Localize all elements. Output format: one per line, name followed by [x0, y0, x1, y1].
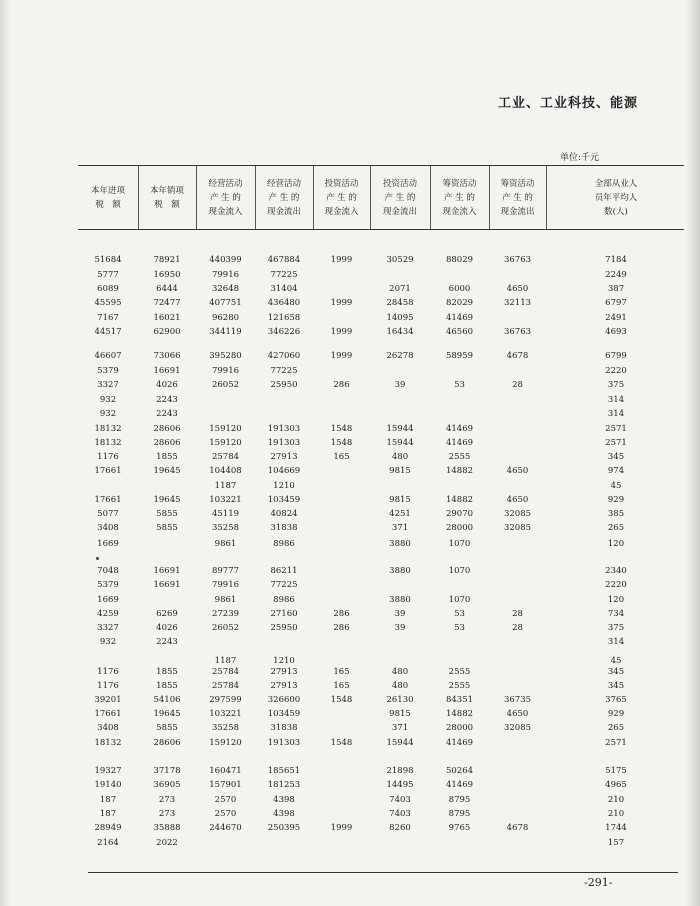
table-cell: 932 — [99, 395, 117, 405]
table-cell: 371 — [391, 723, 409, 733]
table-cell: 36735 — [503, 695, 532, 705]
table-cell: 375 — [607, 623, 625, 633]
column-header: 本年销项 税 额 — [149, 186, 184, 210]
table-cell: 7403 — [389, 809, 411, 819]
table-cell: 16691 — [153, 580, 181, 590]
table-cell: 191303 — [267, 424, 301, 434]
table-cell: 387 — [607, 284, 625, 294]
table-cell: 53 — [454, 609, 465, 619]
table-cell: 14095 — [386, 313, 414, 323]
table-cell: 1999 — [330, 351, 353, 361]
table-cell: 385 — [607, 509, 625, 519]
table-cell: 16021 — [153, 313, 181, 323]
table-cell: 79916 — [211, 580, 240, 590]
table-cell: 29070 — [445, 509, 474, 519]
table-cell: 2220 — [605, 580, 627, 590]
table-cell: 2555 — [448, 452, 471, 462]
table-cell: 9861 — [214, 539, 237, 549]
table-cell: 436480 — [267, 298, 301, 308]
table-cell: 5855 — [156, 509, 178, 519]
table-cell: 7184 — [605, 255, 627, 265]
table-cell: 31838 — [270, 523, 298, 533]
table-cell: 187 — [99, 795, 117, 805]
table-cell: 25950 — [270, 380, 298, 390]
table-cell: 2571 — [605, 424, 627, 434]
table-cell: 104669 — [267, 466, 301, 476]
table-cell: 54106 — [153, 695, 181, 705]
table-cell: 1070 — [448, 539, 471, 549]
table-cell: 1210 — [273, 656, 295, 666]
table-header-rule — [78, 229, 684, 230]
section-title: 工业、工业科技、能源 — [498, 96, 639, 111]
table-cell: 159120 — [209, 424, 242, 434]
table-cell: 18132 — [94, 438, 122, 448]
table-cell: 160471 — [209, 766, 242, 776]
table-cell: 4026 — [156, 623, 178, 633]
table-cell: 89777 — [211, 566, 240, 576]
table-cell: 14495 — [386, 780, 414, 790]
page-number: -291- — [584, 876, 613, 889]
table-cell: 31404 — [270, 284, 298, 294]
table-cell: 8795 — [448, 795, 471, 805]
table-cell: 6444 — [156, 284, 178, 294]
table-cell: 41469 — [445, 738, 474, 748]
table-cell: 286 — [333, 623, 350, 633]
table-cell: 36763 — [503, 327, 532, 337]
table-cell: 96280 — [211, 313, 240, 323]
table-cell: 480 — [391, 667, 409, 677]
table-cell: 8986 — [273, 595, 295, 605]
table-cell: 27913 — [270, 667, 298, 677]
table-cell: 16434 — [386, 327, 414, 337]
table-cell: 1187 — [214, 481, 237, 491]
table-cell: 82029 — [445, 298, 474, 308]
column-header: 筹资活动 产 生 的 现金流入 — [442, 179, 477, 217]
table-cell: 41469 — [445, 313, 474, 323]
table-cell: 86211 — [270, 566, 298, 576]
table-cell: 1176 — [97, 667, 119, 677]
table-cell: 62900 — [153, 327, 181, 337]
table-cell: 26130 — [386, 695, 414, 705]
table-cell: 44517 — [94, 327, 122, 337]
table-cell: 78921 — [153, 255, 181, 265]
table-cell: 265 — [607, 723, 625, 733]
scan-edge-left — [0, 0, 10, 906]
table-cell: 15944 — [386, 424, 414, 434]
table-cell: 39201 — [94, 695, 122, 705]
table-cell: 157 — [607, 838, 625, 848]
table-cell: 25784 — [211, 452, 240, 462]
column-header: 筹资活动 产 生 的 现金流出 — [500, 179, 535, 217]
table-cell: 32085 — [503, 723, 532, 733]
table-cell: 4026 — [156, 380, 178, 390]
table-cell: 8260 — [389, 823, 411, 833]
table-cell: 3880 — [389, 566, 411, 576]
table-cell: 58959 — [445, 351, 474, 361]
table-cell: 40824 — [270, 509, 298, 519]
table-cell: 4650 — [506, 709, 529, 719]
table-cell: 2243 — [156, 409, 178, 419]
table-cell: 3880 — [389, 595, 411, 605]
table-cell: 14882 — [445, 495, 474, 505]
table-cell: 120 — [607, 539, 625, 549]
table-cell: 3327 — [97, 380, 119, 390]
table-cell: 480 — [391, 681, 409, 691]
table-cell: 371 — [391, 523, 409, 533]
table-cell: 4650 — [506, 466, 529, 476]
table-cell: 103459 — [267, 495, 301, 505]
table-cell: 50264 — [445, 766, 474, 776]
table-cell: 2570 — [214, 795, 237, 805]
table-cell: 2071 — [389, 284, 411, 294]
table-cell: 32648 — [211, 284, 240, 294]
table-cell: 8795 — [448, 809, 471, 819]
table-cell: 37178 — [153, 766, 181, 776]
table-cell: 77225 — [270, 270, 298, 280]
table-cell: 314 — [607, 637, 625, 647]
table-cell: 77225 — [270, 366, 298, 376]
table-cell: 1669 — [97, 539, 119, 549]
table-cell: 4650 — [506, 284, 529, 294]
table-cell: 53 — [454, 380, 465, 390]
scan-speck — [96, 557, 99, 560]
table-cell: 36905 — [153, 780, 181, 790]
table-cell: 3765 — [605, 695, 627, 705]
table-cell: 5777 — [97, 270, 119, 280]
table-cell: 1855 — [156, 452, 178, 462]
table-cell: 16691 — [153, 366, 181, 376]
table-cell: 45595 — [94, 298, 122, 308]
table-cell: 6000 — [448, 284, 471, 294]
table-cell: 5379 — [97, 366, 119, 376]
table-cell: 28 — [512, 623, 523, 633]
table-cell: 250395 — [267, 823, 301, 833]
table-cell: 4398 — [273, 809, 295, 819]
table-cell: 1070 — [448, 595, 471, 605]
table-cell: 395280 — [209, 351, 242, 361]
table-cell: 2220 — [605, 366, 627, 376]
table-cell: 25950 — [270, 623, 298, 633]
table-cell: 314 — [607, 409, 625, 419]
table-cell: 45 — [610, 481, 622, 491]
table-cell: 1669 — [97, 595, 119, 605]
table-cell: 103459 — [267, 709, 301, 719]
table-cell: 16691 — [153, 566, 181, 576]
table-cell: 35258 — [211, 523, 240, 533]
table-cell: 31838 — [270, 723, 298, 733]
table-cell: 28606 — [153, 738, 181, 748]
table-cell: 45 — [610, 656, 622, 666]
table-cell: 28000 — [445, 523, 474, 533]
table-cell: 191303 — [267, 738, 301, 748]
table-cell: 244670 — [209, 823, 242, 833]
column-header: 投资活动 产 生 的 现金流出 — [382, 179, 417, 217]
table-cell: 1548 — [330, 738, 353, 748]
table-cell: 165 — [333, 667, 350, 677]
table-cell: 159120 — [209, 438, 242, 448]
table-cell: 375 — [607, 380, 625, 390]
table-cell: 25784 — [211, 681, 240, 691]
table-cell: 120 — [607, 595, 625, 605]
table-cell: 25784 — [211, 667, 240, 677]
column-header: 本年进项 税 额 — [90, 186, 125, 210]
table-cell: 72477 — [153, 298, 181, 308]
table-cell: 932 — [99, 409, 117, 419]
table-top-rule — [78, 165, 684, 166]
table-cell: 2555 — [448, 681, 471, 691]
table-cell: 19645 — [153, 709, 181, 719]
table-cell: 19645 — [153, 495, 181, 505]
table-cell: 1176 — [97, 681, 119, 691]
table-cell: 1070 — [448, 566, 471, 576]
table-cell: 2340 — [605, 566, 627, 576]
table-cell: 9765 — [448, 823, 471, 833]
column-header: 全部从业人 员年平均人 数(人) — [594, 179, 638, 217]
table-cell: 734 — [607, 609, 625, 619]
table-cell: 480 — [391, 452, 409, 462]
table-cell: 1210 — [273, 481, 295, 491]
table-cell: 32085 — [503, 523, 532, 533]
table-cell: 46560 — [445, 327, 474, 337]
table-cell: 2491 — [605, 313, 627, 323]
table-cell: 2243 — [156, 637, 178, 647]
table-cell: 45119 — [211, 509, 240, 519]
table-cell: 181253 — [267, 780, 301, 790]
table-cell: 7403 — [389, 795, 411, 805]
table-cell: 2570 — [214, 809, 237, 819]
table-cell: 1999 — [330, 298, 353, 308]
table-cell: 297599 — [209, 695, 242, 705]
table-cell: 8986 — [273, 539, 295, 549]
table-cell: 28606 — [153, 424, 181, 434]
table-cell: 14882 — [445, 466, 474, 476]
table-cell: 1999 — [330, 823, 353, 833]
table-cell: 273 — [158, 809, 176, 819]
table-cell: 28606 — [153, 438, 181, 448]
unit-label: 单位:千元 — [560, 153, 600, 163]
table-cell: 6089 — [97, 284, 119, 294]
table-cell: 28949 — [94, 823, 122, 833]
table-cell: 6799 — [605, 351, 627, 361]
table-cell: 18132 — [94, 738, 122, 748]
table-cell: 28000 — [445, 723, 474, 733]
table-cell: 14882 — [445, 709, 474, 719]
table-cell: 1855 — [156, 667, 178, 677]
table-cell: 9861 — [214, 595, 237, 605]
table-cell: 41469 — [445, 424, 474, 434]
table-cell: 77225 — [270, 580, 298, 590]
table-cell: 1187 — [214, 656, 237, 666]
table-cell: 3408 — [97, 523, 119, 533]
table-cell: 6797 — [605, 298, 627, 308]
table-cell: 467884 — [267, 255, 301, 265]
table-cell: 191303 — [267, 438, 301, 448]
scan-edge-right — [686, 0, 700, 906]
table-cell: 46607 — [94, 351, 122, 361]
table-cell: 314 — [607, 395, 625, 405]
table-cell: 4650 — [506, 495, 529, 505]
table-cell: 16950 — [153, 270, 181, 280]
table-cell: 1176 — [97, 452, 119, 462]
table-cell: 79916 — [211, 270, 240, 280]
table-cell: 165 — [333, 452, 350, 462]
table-cell: 3327 — [97, 623, 119, 633]
table-cell: 1548 — [330, 695, 353, 705]
table-cell: 929 — [607, 709, 625, 719]
table-cell: 2555 — [448, 667, 471, 677]
table-cell: 1999 — [330, 327, 353, 337]
page-bottom-rule — [88, 872, 678, 873]
table-cell: 27160 — [270, 609, 298, 619]
table-cell: 27239 — [211, 609, 240, 619]
column-header: 投资活动 产 生 的 现金流入 — [324, 179, 359, 217]
table-cell: 210 — [607, 809, 625, 819]
table-cell: 39 — [394, 380, 406, 390]
table-cell: 346226 — [267, 327, 301, 337]
table-cell: 39 — [394, 609, 406, 619]
table-cell: 7167 — [97, 313, 119, 323]
table-cell: 15944 — [386, 438, 414, 448]
table-cell: 5077 — [97, 509, 119, 519]
table-cell: 5855 — [156, 523, 178, 533]
table-cell: 32113 — [503, 298, 532, 308]
table-cell: 159120 — [209, 738, 242, 748]
table-cell: 26052 — [211, 380, 240, 390]
table-cell: 30529 — [386, 255, 414, 265]
table-cell: 407751 — [209, 298, 242, 308]
table-cell: 15944 — [386, 738, 414, 748]
column-header: 经营活动 产 生 的 现金流入 — [208, 179, 243, 217]
table-cell: 2022 — [156, 838, 178, 848]
table-cell: 210 — [607, 795, 625, 805]
table-cell: 27913 — [270, 452, 298, 462]
table-cell: 3408 — [97, 723, 119, 733]
table-cell: 286 — [333, 380, 350, 390]
table-cell: 4965 — [605, 780, 627, 790]
table-cell: 19645 — [153, 466, 181, 476]
table-cell: 18132 — [94, 424, 122, 434]
table-cell: 4251 — [389, 509, 411, 519]
table-cell: 6269 — [156, 609, 178, 619]
table-cell: 929 — [607, 495, 625, 505]
table-cell: 2571 — [605, 438, 627, 448]
table-cell: 440399 — [209, 255, 242, 265]
table-cell: 286 — [333, 609, 350, 619]
table-cell: 17661 — [94, 709, 122, 719]
table-cell: 41469 — [445, 780, 474, 790]
table-cell: 4693 — [605, 327, 627, 337]
table-cell: 73066 — [153, 351, 181, 361]
table-cell: 79916 — [211, 366, 240, 376]
table-cell: 1548 — [330, 424, 353, 434]
table-cell: 7048 — [97, 566, 119, 576]
table-cell: 265 — [607, 523, 625, 533]
table-cell: 104408 — [209, 466, 242, 476]
table-cell: 5379 — [97, 580, 119, 590]
table-cell: 345 — [607, 452, 625, 462]
table-cell: 88029 — [445, 255, 474, 265]
table-cell: 4259 — [97, 609, 119, 619]
table-cell: 932 — [99, 637, 117, 647]
table-cell: 9815 — [389, 495, 411, 505]
table-cell: 51684 — [94, 255, 122, 265]
table-cell: 121658 — [267, 313, 301, 323]
table-cell: 53 — [454, 623, 465, 633]
table-cell: 19140 — [94, 780, 122, 790]
table-cell: 1548 — [330, 438, 353, 448]
table-cell: 28 — [512, 380, 523, 390]
table-cell: 345 — [607, 667, 625, 677]
table-cell: 9815 — [389, 466, 411, 476]
table-cell: 17661 — [94, 495, 122, 505]
table-cell: 41469 — [445, 438, 474, 448]
table-cell: 165 — [333, 681, 350, 691]
table-cell: 27913 — [270, 681, 298, 691]
table-cell: 345 — [607, 681, 625, 691]
table-cell: 84351 — [445, 695, 474, 705]
table-cell: 103221 — [209, 495, 242, 505]
table-cell: 36763 — [503, 255, 532, 265]
table-cell: 157901 — [209, 780, 242, 790]
table-cell: 19327 — [94, 766, 122, 776]
column-header: 经营活动 产 生 的 现金流出 — [266, 179, 301, 217]
table-cell: 35888 — [153, 823, 181, 833]
table-cell: 17661 — [94, 466, 122, 476]
table-cell: 103221 — [209, 709, 242, 719]
table-cell: 2571 — [605, 738, 627, 748]
table-cell: 39 — [394, 623, 406, 633]
table-cell: 26052 — [211, 623, 240, 633]
table-cell: 427060 — [267, 351, 301, 361]
table-cell: 26278 — [386, 351, 414, 361]
table-cell: 4678 — [506, 823, 529, 833]
table-cell: 5175 — [605, 766, 627, 776]
table-cell: 273 — [158, 795, 176, 805]
table-cell: 9815 — [389, 709, 411, 719]
table-cell: 1999 — [330, 255, 353, 265]
table-cell: 2243 — [156, 395, 178, 405]
table-cell: 1744 — [605, 823, 627, 833]
table-cell: 2164 — [97, 838, 119, 848]
table-cell: 28458 — [386, 298, 414, 308]
table-cell: 4678 — [506, 351, 529, 361]
table-cell: 32085 — [503, 509, 532, 519]
table-cell: 35258 — [211, 723, 240, 733]
table-cell: 1855 — [156, 681, 178, 691]
table-cell: 187 — [99, 809, 117, 819]
table-cell: 2249 — [605, 270, 627, 280]
table-cell: 974 — [607, 466, 625, 476]
table-cell: 326600 — [267, 695, 301, 705]
table-cell: 185651 — [267, 766, 301, 776]
table-cell: 4398 — [273, 795, 295, 805]
table-cell: 5855 — [156, 723, 178, 733]
table-cell: 344119 — [209, 327, 242, 337]
table-cell: 3880 — [389, 539, 411, 549]
table-cell: 21898 — [386, 766, 414, 776]
table-cell: 28 — [512, 609, 523, 619]
